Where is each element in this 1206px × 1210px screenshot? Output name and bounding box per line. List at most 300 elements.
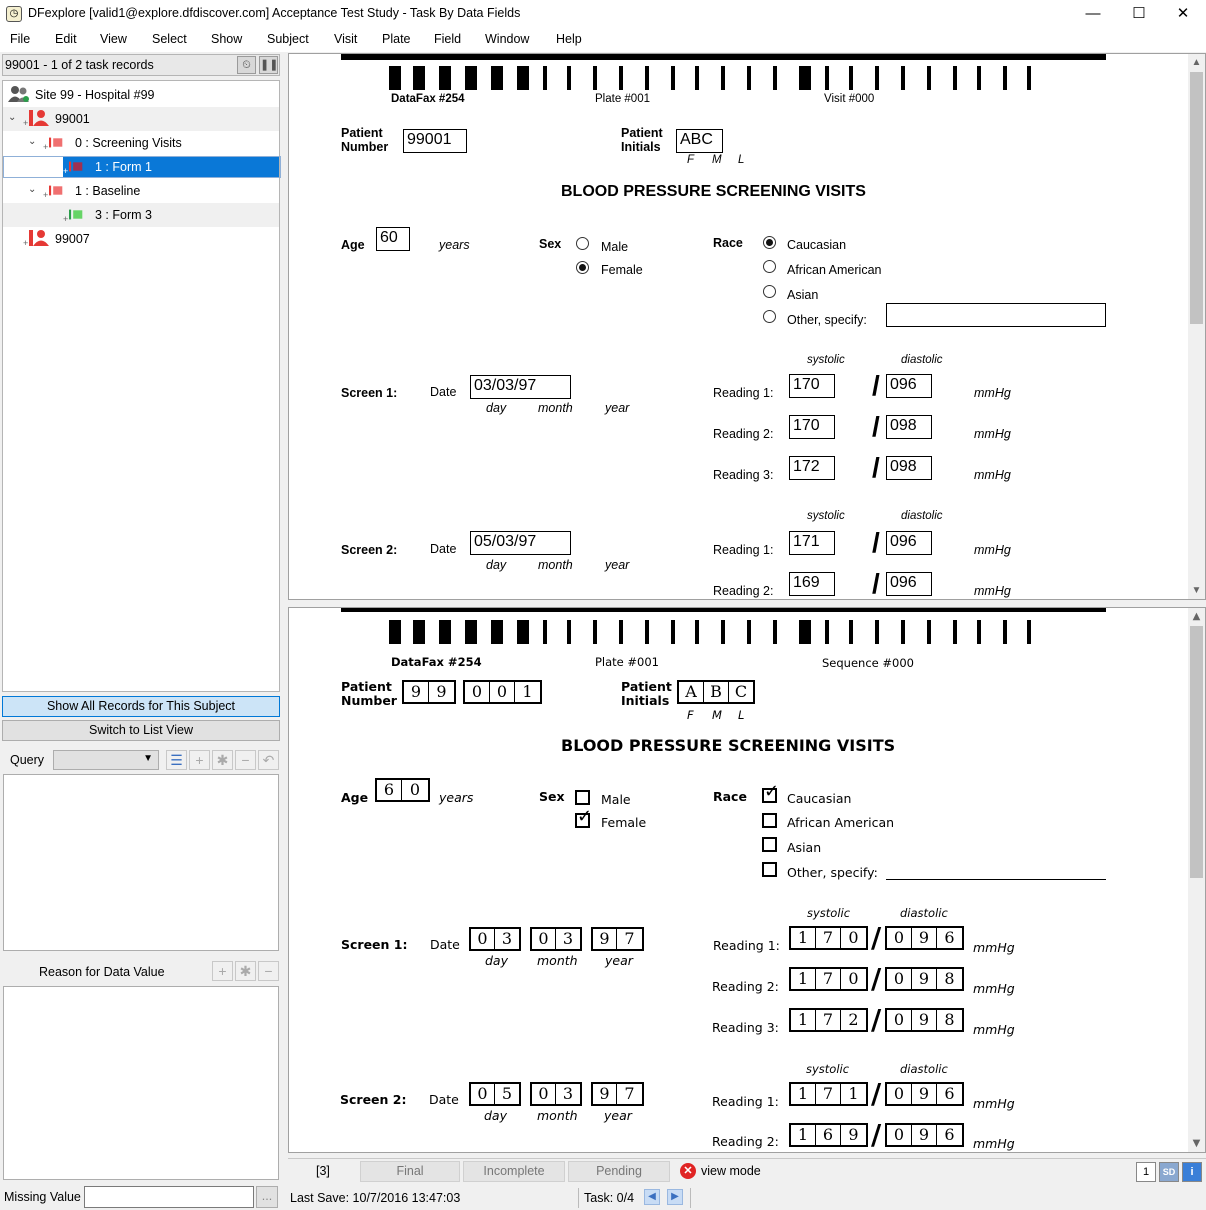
digit: 1 <box>522 682 533 701</box>
slash-separator: / <box>871 962 882 995</box>
race-label: Race <box>713 236 743 250</box>
plate-label: Plate #001 <box>595 93 650 105</box>
asterisk-icon[interactable]: ✱ <box>212 750 233 770</box>
window-title: DFexplore [valid1@explore.dfdiscover.com] Acceptance Test Study - Task By Data Fields <box>28 6 521 20</box>
digit: 9 <box>912 1010 937 1030</box>
incomplete-button[interactable]: Incomplete <box>463 1161 565 1182</box>
scan-race-label: Race <box>713 789 747 804</box>
digit: 0 <box>887 969 912 989</box>
scan-s2r1-dia-boxes <box>885 1082 964 1106</box>
initials-l-label: L <box>738 154 745 166</box>
scan-asian-checkbox <box>762 837 777 852</box>
scan-other-underline <box>886 879 1106 880</box>
sex-male-radio[interactable] <box>576 237 589 250</box>
scan-diastolic-label: diastolic <box>900 1062 948 1076</box>
scroll-up-icon[interactable]: ▲ <box>1191 57 1202 68</box>
year-label: year <box>605 558 630 572</box>
scan-mmhg-label: mmHg <box>973 1022 1015 1037</box>
title-bar <box>0 0 1206 28</box>
record-count: [3] <box>316 1164 330 1178</box>
menu-view[interactable]: View <box>100 32 127 46</box>
pending-button[interactable]: Pending <box>568 1161 670 1182</box>
scan-s1r2-dia-boxes <box>885 967 964 991</box>
slash-separator: / <box>871 921 882 954</box>
scan-mmhg-label: mmHg <box>973 1136 1015 1151</box>
chevron-down-icon[interactable]: ⌄ <box>8 112 17 123</box>
patient-initials-field[interactable]: ABC <box>676 129 723 153</box>
month-label: month <box>538 558 573 572</box>
screen2-date-label: Date <box>430 542 457 556</box>
mmhg-label: mmHg <box>974 427 1011 441</box>
image-scrollbar[interactable] <box>1188 608 1205 1152</box>
initials-f-label: F <box>687 154 695 166</box>
digit: 9 <box>848 1125 859 1144</box>
form-icon <box>69 208 83 221</box>
pause-icon[interactable]: ❚❚ <box>259 56 278 74</box>
s2-reading1-systolic[interactable]: 171 <box>789 531 835 555</box>
visit-icon <box>49 184 63 197</box>
mmhg-label: mmHg <box>974 543 1011 557</box>
scan-s2-year-boxes <box>591 1082 644 1106</box>
scroll-down-icon[interactable]: ▼ <box>1191 585 1202 596</box>
plus-icon: + <box>23 238 29 248</box>
add-icon[interactable]: + <box>212 961 233 981</box>
digit: 0 <box>471 1084 495 1104</box>
day-label: day <box>486 558 507 572</box>
tree-site[interactable] <box>3 83 279 107</box>
scan-header-bar <box>341 608 1106 612</box>
race-african-american-radio[interactable] <box>763 260 776 273</box>
digit: 0 <box>887 1084 912 1104</box>
digit: 0 <box>887 1125 912 1145</box>
scan-screen2-date-label: Date <box>429 1092 459 1107</box>
digit: 7 <box>624 1084 635 1103</box>
scan-african-american-label: African American <box>787 815 895 830</box>
race-other-field[interactable] <box>886 303 1106 327</box>
scan-systolic-label: systolic <box>807 906 851 920</box>
digit: 9 <box>593 929 617 949</box>
final-button[interactable]: Final <box>360 1161 460 1182</box>
last-save-label: Last Save: 10/7/2016 13:47:03 <box>290 1191 461 1205</box>
scan-plate-label: Plate #001 <box>595 655 660 669</box>
checkmark-icon: ✓ <box>577 806 593 827</box>
digit: 9 <box>593 1084 617 1104</box>
view-mode-label: view mode <box>701 1164 761 1178</box>
scan-patient-number-boxes-1 <box>402 680 456 704</box>
scan-initials-f: F <box>687 708 694 722</box>
digit: 0 <box>532 1084 556 1104</box>
scan-mmhg-label: mmHg <box>973 981 1015 996</box>
initials-m-label: M <box>712 154 722 166</box>
digit: 6 <box>944 1084 955 1103</box>
digit: 0 <box>887 928 912 948</box>
plus-icon: + <box>43 142 49 152</box>
tree-subject-99007[interactable] <box>3 227 279 251</box>
s2-reading2-diastolic[interactable]: 096 <box>886 572 932 596</box>
slash-separator: / <box>872 452 880 483</box>
scan-other-checkbox <box>762 862 777 877</box>
digit: 7 <box>816 1010 841 1030</box>
minimize-button[interactable]: — <box>1085 5 1101 22</box>
scan-diastolic-label: diastolic <box>900 906 948 920</box>
scan-year-label: year <box>605 953 633 968</box>
task-header <box>2 54 280 76</box>
screen2-date-field[interactable]: 05/03/97 <box>470 531 571 555</box>
digit: 1 <box>791 928 816 948</box>
digit: 1 <box>791 1010 816 1030</box>
digit: 6 <box>816 1125 841 1145</box>
s1-reading3-diastolic[interactable]: 098 <box>886 456 932 480</box>
tree-form-label: 1 : Form 1 <box>95 160 152 174</box>
scan-s2-reading1-label: Reading 1: <box>712 1094 779 1109</box>
digit: 0 <box>471 929 495 949</box>
digit: 5 <box>501 1084 513 1103</box>
site-users-icon <box>7 85 31 103</box>
digit: 6 <box>944 1125 955 1144</box>
query-select[interactable] <box>53 750 159 770</box>
s1-reading2-label: Reading 2: <box>713 427 774 441</box>
scan-s1-reading1-label: Reading 1: <box>713 938 780 953</box>
sd-icon[interactable]: SD <box>1159 1162 1179 1182</box>
separator <box>690 1188 691 1208</box>
digit: 1 <box>791 1084 816 1104</box>
scan-s1r3-sys-boxes <box>789 1008 868 1032</box>
visit-label: Visit #000 <box>824 93 875 105</box>
sex-label: Sex <box>539 237 562 251</box>
scan-s1r1-sys-boxes <box>789 926 868 950</box>
scan-patient-number-boxes-2 <box>463 680 542 704</box>
tree-form-3[interactable] <box>3 203 279 227</box>
slash-separator: / <box>872 411 880 442</box>
patient-number-label-2: Number <box>341 140 389 154</box>
form-header-bar <box>341 54 1106 60</box>
scan-form-title: BLOOD PRESSURE SCREENING VISITS <box>561 736 896 755</box>
query-list[interactable] <box>3 774 279 951</box>
scroll-thumb[interactable] <box>1190 626 1203 878</box>
menu-show[interactable]: Show <box>211 32 243 46</box>
scan-s2r2-dia-boxes <box>885 1123 964 1147</box>
visit-icon <box>49 136 63 149</box>
patient-number-field[interactable]: 99001 <box>403 129 467 153</box>
form-icon <box>69 160 83 173</box>
task-counter: Task: 0/4 <box>584 1191 635 1205</box>
tree-visit-0[interactable] <box>3 131 279 155</box>
mmhg-label: mmHg <box>974 584 1011 598</box>
screen1-label: Screen 1: <box>341 386 398 400</box>
digit: 0 <box>532 929 556 949</box>
scan-mmhg-label: mmHg <box>973 1096 1015 1111</box>
digit: 8 <box>944 969 955 988</box>
scroll-down-icon[interactable]: ▼ <box>1192 1138 1201 1149</box>
digit: 9 <box>912 1125 937 1145</box>
subject-icon <box>27 229 51 247</box>
info-icon[interactable]: i <box>1182 1162 1202 1182</box>
next-task-icon[interactable]: ▶ <box>667 1189 683 1205</box>
digit: 0 <box>490 682 515 702</box>
digit: 6 <box>944 928 955 947</box>
race-african-american-label: African American <box>787 263 882 277</box>
slash-separator: / <box>871 1118 882 1151</box>
query-label: Query <box>10 753 45 767</box>
race-caucasian-label: Caucasian <box>787 238 847 252</box>
datafax-label: DataFax #254 <box>391 93 465 105</box>
previous-task-icon[interactable]: ◀ <box>644 1189 660 1205</box>
subject-icon <box>27 109 51 127</box>
status-bar <box>288 1158 1206 1184</box>
race-caucasian-radio[interactable] <box>763 236 776 249</box>
tree-visit-label: 1 : Baseline <box>75 184 141 198</box>
race-other-radio[interactable] <box>763 310 776 323</box>
scroll-up-icon[interactable]: ▲ <box>1192 611 1201 622</box>
scan-female-label: Female <box>601 815 647 830</box>
scan-sex-label: Sex <box>539 789 565 804</box>
missing-value-button[interactable]: ... <box>256 1186 278 1208</box>
tree-form-1[interactable] <box>3 155 279 179</box>
menu-window[interactable]: Window <box>485 32 530 46</box>
digit: 0 <box>848 928 859 947</box>
scan-s1-day-boxes <box>469 927 521 951</box>
tree-visit-label: 0 : Screening Visits <box>75 136 182 150</box>
scan-s1r1-dia-boxes <box>885 926 964 950</box>
age-field[interactable]: 60 <box>376 227 410 251</box>
race-asian-radio[interactable] <box>763 285 776 298</box>
scan-year-label: year <box>604 1108 632 1123</box>
add-icon[interactable]: + <box>189 750 210 770</box>
screen1-date-label: Date <box>430 385 457 399</box>
page-number[interactable]: 1 <box>1136 1162 1156 1182</box>
bottom-bar <box>288 1186 1206 1210</box>
checkmark-icon: ✓ <box>764 781 780 802</box>
scan-initials-l: L <box>738 708 745 722</box>
scan-s1r2-sys-boxes <box>789 967 868 991</box>
digit: 7 <box>816 969 841 989</box>
scan-day-label: day <box>484 1108 507 1123</box>
chevron-down-icon[interactable]: ⌄ <box>28 184 37 195</box>
digit: 0 <box>465 682 490 702</box>
scan-age-label: Age <box>341 790 369 805</box>
scan-initials-m: M <box>712 708 722 722</box>
scan-age-boxes <box>375 778 430 802</box>
menu-bar <box>0 28 1206 52</box>
scan-s1-reading2-label: Reading 2: <box>712 979 779 994</box>
s1-reading2-diastolic[interactable]: 098 <box>886 415 932 439</box>
diastolic-label: diastolic <box>901 354 943 366</box>
reason-label: Reason for Data Value <box>39 965 165 979</box>
scan-male-label: Male <box>601 792 631 807</box>
missing-value-input[interactable] <box>84 1186 254 1208</box>
years-label: years <box>439 238 470 252</box>
plus-icon: + <box>63 166 69 176</box>
switch-list-view-button[interactable]: Switch to List View <box>2 720 280 741</box>
menu-field[interactable]: Field <box>434 32 462 46</box>
slash-separator: / <box>872 527 880 558</box>
patient-initials-label: Patient <box>621 126 663 140</box>
scan-sequence-label: Sequence #000 <box>822 656 914 670</box>
digit: 7 <box>624 929 635 948</box>
scan-day-label: day <box>485 953 508 968</box>
menu-help[interactable]: Help <box>556 32 582 46</box>
menu-plate[interactable]: Plate <box>382 32 411 46</box>
s1-reading2-systolic[interactable]: 170 <box>789 415 835 439</box>
tree-form-label: 3 : Form 3 <box>95 208 152 222</box>
task-header-text: 99001 - 1 of 2 task records <box>5 58 154 72</box>
mmhg-label: mmHg <box>974 468 1011 482</box>
digit: 0 <box>887 1010 912 1030</box>
slash-separator: / <box>871 1003 882 1036</box>
diastolic-label: diastolic <box>901 510 943 522</box>
scan-s1r3-dia-boxes <box>885 1008 964 1032</box>
systolic-label: systolic <box>807 510 845 522</box>
scan-asian-label: Asian <box>787 840 822 855</box>
missing-value-label: Missing Value <box>4 1190 81 1204</box>
s2-reading2-systolic[interactable]: 169 <box>789 572 835 596</box>
undo-icon[interactable]: ↶ <box>258 750 279 770</box>
app-icon: ◷ <box>6 6 22 22</box>
scan-male-checkbox <box>575 790 590 805</box>
digit: 0 <box>409 780 421 799</box>
scan-mmhg-label: mmHg <box>973 940 1015 955</box>
scan-patient-number-label: Patient <box>341 679 392 694</box>
slash-separator: / <box>872 568 880 599</box>
s2-reading2-label: Reading 2: <box>713 584 774 598</box>
scan-caucasian-label: Caucasian <box>787 791 852 806</box>
digit: 9 <box>912 1084 937 1104</box>
reason-list[interactable] <box>3 986 279 1180</box>
scan-month-label: month <box>537 953 578 968</box>
scan-patient-number-label-2: Number <box>341 693 397 708</box>
tree-subject-label: 99001 <box>55 112 90 126</box>
data-form-pane[interactable] <box>288 53 1206 600</box>
scan-patient-initials-label-2: Initials <box>621 693 670 708</box>
digit: 6 <box>377 780 402 800</box>
year-label: year <box>605 401 630 415</box>
month-label: month <box>538 401 573 415</box>
s1-reading3-label: Reading 3: <box>713 468 774 482</box>
subject-tree[interactable] <box>2 80 280 692</box>
scan-caucasian-checkbox <box>762 781 780 803</box>
digit: 1 <box>791 969 816 989</box>
digit: 8 <box>944 1010 955 1029</box>
menu-file[interactable]: File <box>10 32 31 46</box>
scan-s2-reading2-label: Reading 2: <box>712 1134 779 1149</box>
scroll-thumb[interactable] <box>1190 72 1203 324</box>
systolic-label: systolic <box>807 354 845 366</box>
scan-s1-reading3-label: Reading 3: <box>712 1020 779 1035</box>
plus-icon: + <box>23 118 29 128</box>
separator <box>578 1188 579 1208</box>
scan-s2-day-boxes <box>469 1082 521 1106</box>
scan-years-label: years <box>439 790 474 805</box>
day-label: day <box>486 401 507 415</box>
s1-reading3-systolic[interactable]: 172 <box>789 456 835 480</box>
scan-other-label: Other, specify: <box>787 865 878 880</box>
scan-month-label: month <box>537 1108 578 1123</box>
left-panel <box>0 52 285 1210</box>
scan-screen1-label: Screen 1: <box>341 937 408 952</box>
patient-initials-label-2: Initials <box>621 140 661 154</box>
digit: 9 <box>436 682 447 701</box>
tree-visit-1[interactable] <box>3 179 279 203</box>
scan-s2-month-boxes <box>530 1082 582 1106</box>
close-button[interactable]: ✕ <box>1176 5 1190 22</box>
asterisk-icon[interactable]: ✱ <box>235 961 256 981</box>
digit: 3 <box>562 929 574 948</box>
digit: A <box>679 682 704 702</box>
s1-reading1-diastolic[interactable]: 096 <box>886 374 932 398</box>
scan-s2r2-sys-boxes <box>789 1123 868 1147</box>
form-title: BLOOD PRESSURE SCREENING VISITS <box>561 183 866 200</box>
sex-male-label: Male <box>601 240 629 254</box>
scan-patient-initials-label: Patient <box>621 679 672 694</box>
digit: 1 <box>848 1084 859 1103</box>
patient-number-label: Patient <box>341 126 383 140</box>
digit: 3 <box>562 1084 574 1103</box>
s1-reading1-systolic[interactable]: 170 <box>789 374 835 398</box>
tree-subject-label: 99007 <box>55 232 90 246</box>
list-icon[interactable]: ☰ <box>166 750 187 770</box>
digit: 1 <box>791 1125 816 1145</box>
tree-subject-99001[interactable] <box>3 107 279 131</box>
dropdown-arrow-icon: ▼ <box>143 753 153 764</box>
menu-visit[interactable]: Visit <box>334 32 358 46</box>
digit: 9 <box>912 928 937 948</box>
scan-systolic-label: systolic <box>806 1062 850 1076</box>
tree-site-label: Site 99 - Hospital #99 <box>35 88 155 102</box>
sex-female-radio[interactable] <box>576 261 589 274</box>
menu-edit[interactable]: Edit <box>55 32 77 46</box>
digit: 3 <box>501 929 513 948</box>
screen1-date-field[interactable]: 03/03/97 <box>470 375 571 399</box>
scan-patient-initials-boxes <box>677 680 755 704</box>
digit: 7 <box>816 928 841 948</box>
scan-screen1-date-label: Date <box>430 937 460 952</box>
race-asian-label: Asian <box>787 288 819 302</box>
scan-female-checkbox <box>575 806 593 828</box>
scanned-image-pane[interactable] <box>288 607 1206 1153</box>
scan-s2r1-sys-boxes <box>789 1082 868 1106</box>
remove-icon[interactable]: − <box>258 961 279 981</box>
maximize-button[interactable]: ☐ <box>1132 5 1146 22</box>
scan-african-american-checkbox <box>762 813 777 828</box>
digit: 7 <box>816 1084 841 1104</box>
slash-separator: / <box>872 370 880 401</box>
digit: B <box>704 682 729 702</box>
chevron-down-icon[interactable]: ⌄ <box>28 136 37 147</box>
menu-select[interactable]: Select <box>152 32 187 46</box>
menu-subject[interactable]: Subject <box>267 32 309 46</box>
plus-icon: + <box>63 214 69 224</box>
s2-reading1-label: Reading 1: <box>713 543 774 557</box>
sex-female-label: Female <box>601 263 643 277</box>
digit: 2 <box>848 1010 859 1029</box>
scan-screen2-label: Screen 2: <box>340 1092 407 1107</box>
plus-icon: + <box>43 190 49 200</box>
form-scrollbar[interactable] <box>1188 54 1205 599</box>
digit: 0 <box>848 969 859 988</box>
age-label: Age <box>341 238 365 252</box>
mmhg-label: mmHg <box>974 386 1011 400</box>
digit: C <box>734 682 748 701</box>
scan-s1-year-boxes <box>591 927 644 951</box>
show-all-records-button[interactable]: Show All Records for This Subject <box>2 696 280 717</box>
screen2-label: Screen 2: <box>341 543 398 557</box>
scan-s1-month-boxes <box>530 927 582 951</box>
digit: 9 <box>912 969 937 989</box>
clock-icon[interactable]: ⏲ <box>237 56 256 74</box>
s2-reading1-diastolic[interactable]: 096 <box>886 531 932 555</box>
race-other-label: Other, specify: <box>787 313 867 327</box>
remove-icon[interactable]: − <box>235 750 256 770</box>
